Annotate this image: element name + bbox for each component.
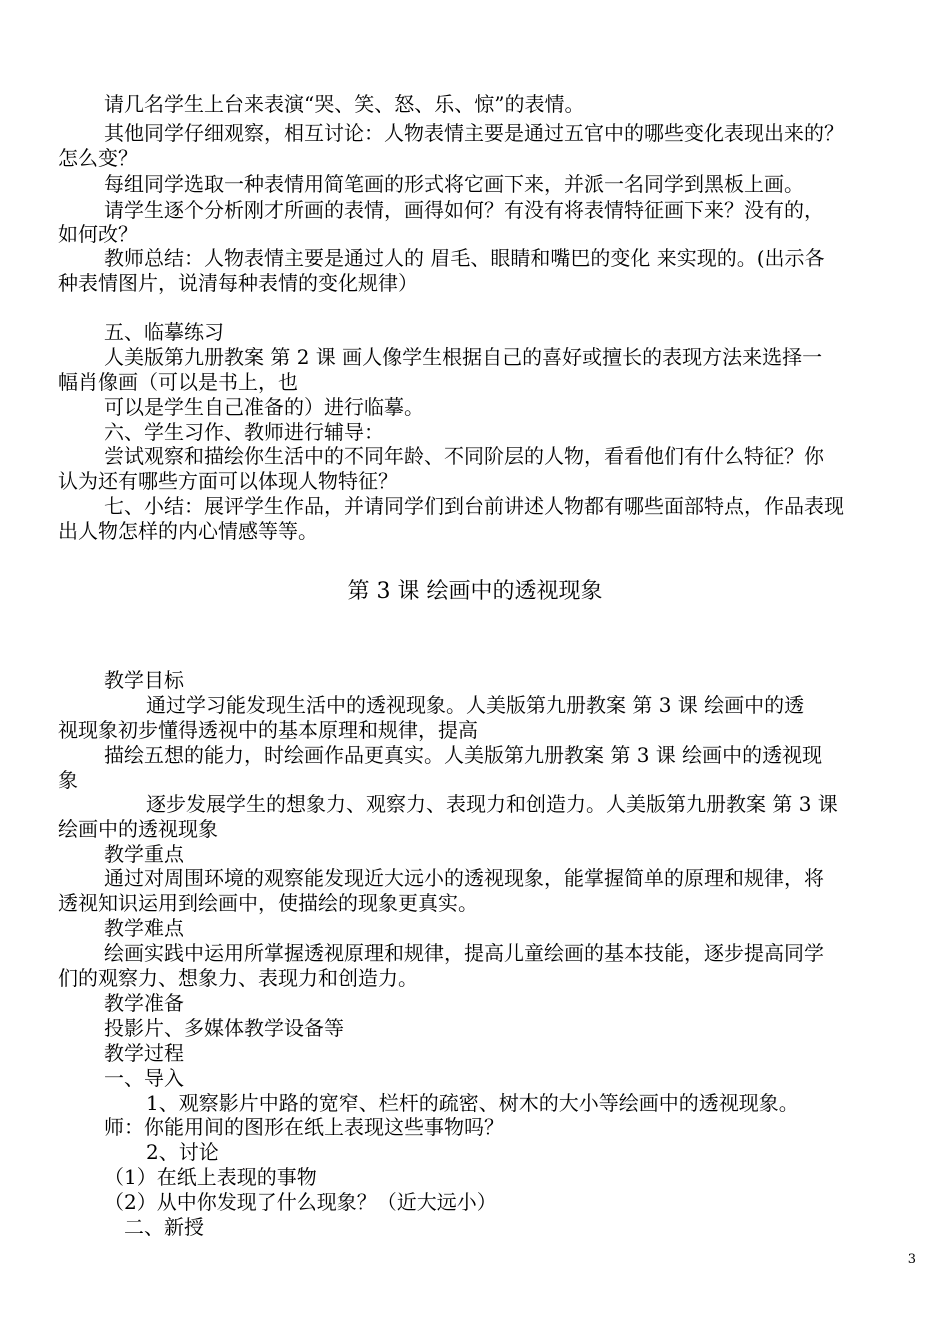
paragraph-line: 其他同学仔细观察，相互讨论：人物表情主要是通过五官中的哪些变化表现出来的？ (104, 121, 844, 145)
lesson-title: 第 3 课 绘画中的透视现象 (347, 579, 603, 604)
paragraph-line: 象 (58, 768, 78, 792)
paragraph-line: 幅肖像画（可以是书上，也 (58, 370, 298, 394)
paragraph-line: 师：你能用间的图形在纸上表现这些事物吗？ (104, 1115, 504, 1139)
paragraph-line: 绘画中的透视现象 (58, 817, 218, 841)
section-heading: 教学准备 (104, 991, 184, 1015)
paragraph-line: 尝试观察和描绘你生活中的不同年龄、不同阶层的人物，看看他们有什么特征？你 (104, 444, 824, 468)
paragraph-line: 教师总结：人物表情主要是通过人的 眉毛、眼睛和嘴巴的变化 来实现的。(出示各 (104, 246, 825, 270)
section-heading: 教学重点 (104, 842, 184, 866)
section-heading: 教学过程 (104, 1041, 184, 1065)
paragraph-line: 投影片、多媒体教学设备等 (104, 1016, 344, 1040)
paragraph-line: 人美版第九册教案 第 2 课 画人像学生根据自己的喜好或擅长的表现方法来选择一 (104, 345, 823, 369)
paragraph-line: （2）从中你发现了什么现象？（近大远小） (104, 1190, 497, 1214)
section-heading: 五、临摹练习 (104, 320, 224, 344)
paragraph-line: 2、讨论 (146, 1140, 219, 1164)
paragraph-line: 们的观察力、想象力、表现力和创造力。 (58, 966, 418, 990)
paragraph-line: 描绘五想的能力，时绘画作品更真实。人美版第九册教案 第 3 课 绘画中的透视现 (104, 743, 823, 767)
section-heading: 二、新授 (124, 1215, 204, 1239)
paragraph-line: 逐步发展学生的想象力、观察力、表现力和创造力。人美版第九册教案 第 3 课 (146, 792, 838, 816)
paragraph-line: 种表情图片，说清每种表情的变化规律） (58, 271, 418, 295)
paragraph-line: 可以是学生自己准备的）进行临摹。 (104, 395, 424, 419)
paragraph-line: 请学生逐个分析刚才所画的表情，画得如何？有没有将表情特征画下来？没有的， (104, 198, 824, 222)
paragraph-line: 七、小结：展评学生作品，并请同学们到台前讲述人物都有哪些面部特点，作品表现 (104, 494, 844, 518)
paragraph-line: 认为还有哪些方面可以体现人物特征？ (58, 469, 398, 493)
paragraph-line: 每组同学选取一种表情用简笔画的形式将它画下来，并派一名同学到黑板上画。 (104, 172, 804, 196)
paragraph-line: 1、观察影片中路的宽窄、栏杆的疏密、树木的大小等绘画中的透视现象。 (146, 1091, 799, 1115)
paragraph-line: 怎么变？ (58, 146, 138, 170)
paragraph-line: 请几名学生上台来表演“哭、笑、怒、乐、惊”的表情。 (104, 92, 585, 116)
section-heading: 一、导入 (104, 1066, 184, 1090)
paragraph-line: 视现象初步懂得透视中的基本原理和规律，提高 (58, 718, 478, 742)
section-heading: 六、学生习作、教师进行辅导： (104, 420, 384, 444)
section-heading: 教学目标 (104, 668, 184, 692)
paragraph-line: 通过学习能发现生活中的透视现象。人美版第九册教案 第 3 课 绘画中的透 (146, 693, 805, 717)
section-heading: 教学难点 (104, 916, 184, 940)
page-number: 3 (907, 1252, 916, 1267)
paragraph-line: 绘画实践中运用所掌握透视原理和规律，提高儿童绘画的基本技能，逐步提高同学 (104, 941, 824, 965)
paragraph-line: 透视知识运用到绘画中，使描绘的现象更真实。 (58, 891, 478, 915)
paragraph-line: 通过对周围环境的观察能发现近大远小的透视现象，能掌握简单的原理和规律，将 (104, 866, 824, 890)
paragraph-line: 出人物怎样的内心情感等等。 (58, 519, 318, 543)
paragraph-line: 如何改？ (58, 222, 138, 246)
paragraph-line: （1）在纸上表现的事物 (104, 1165, 317, 1189)
